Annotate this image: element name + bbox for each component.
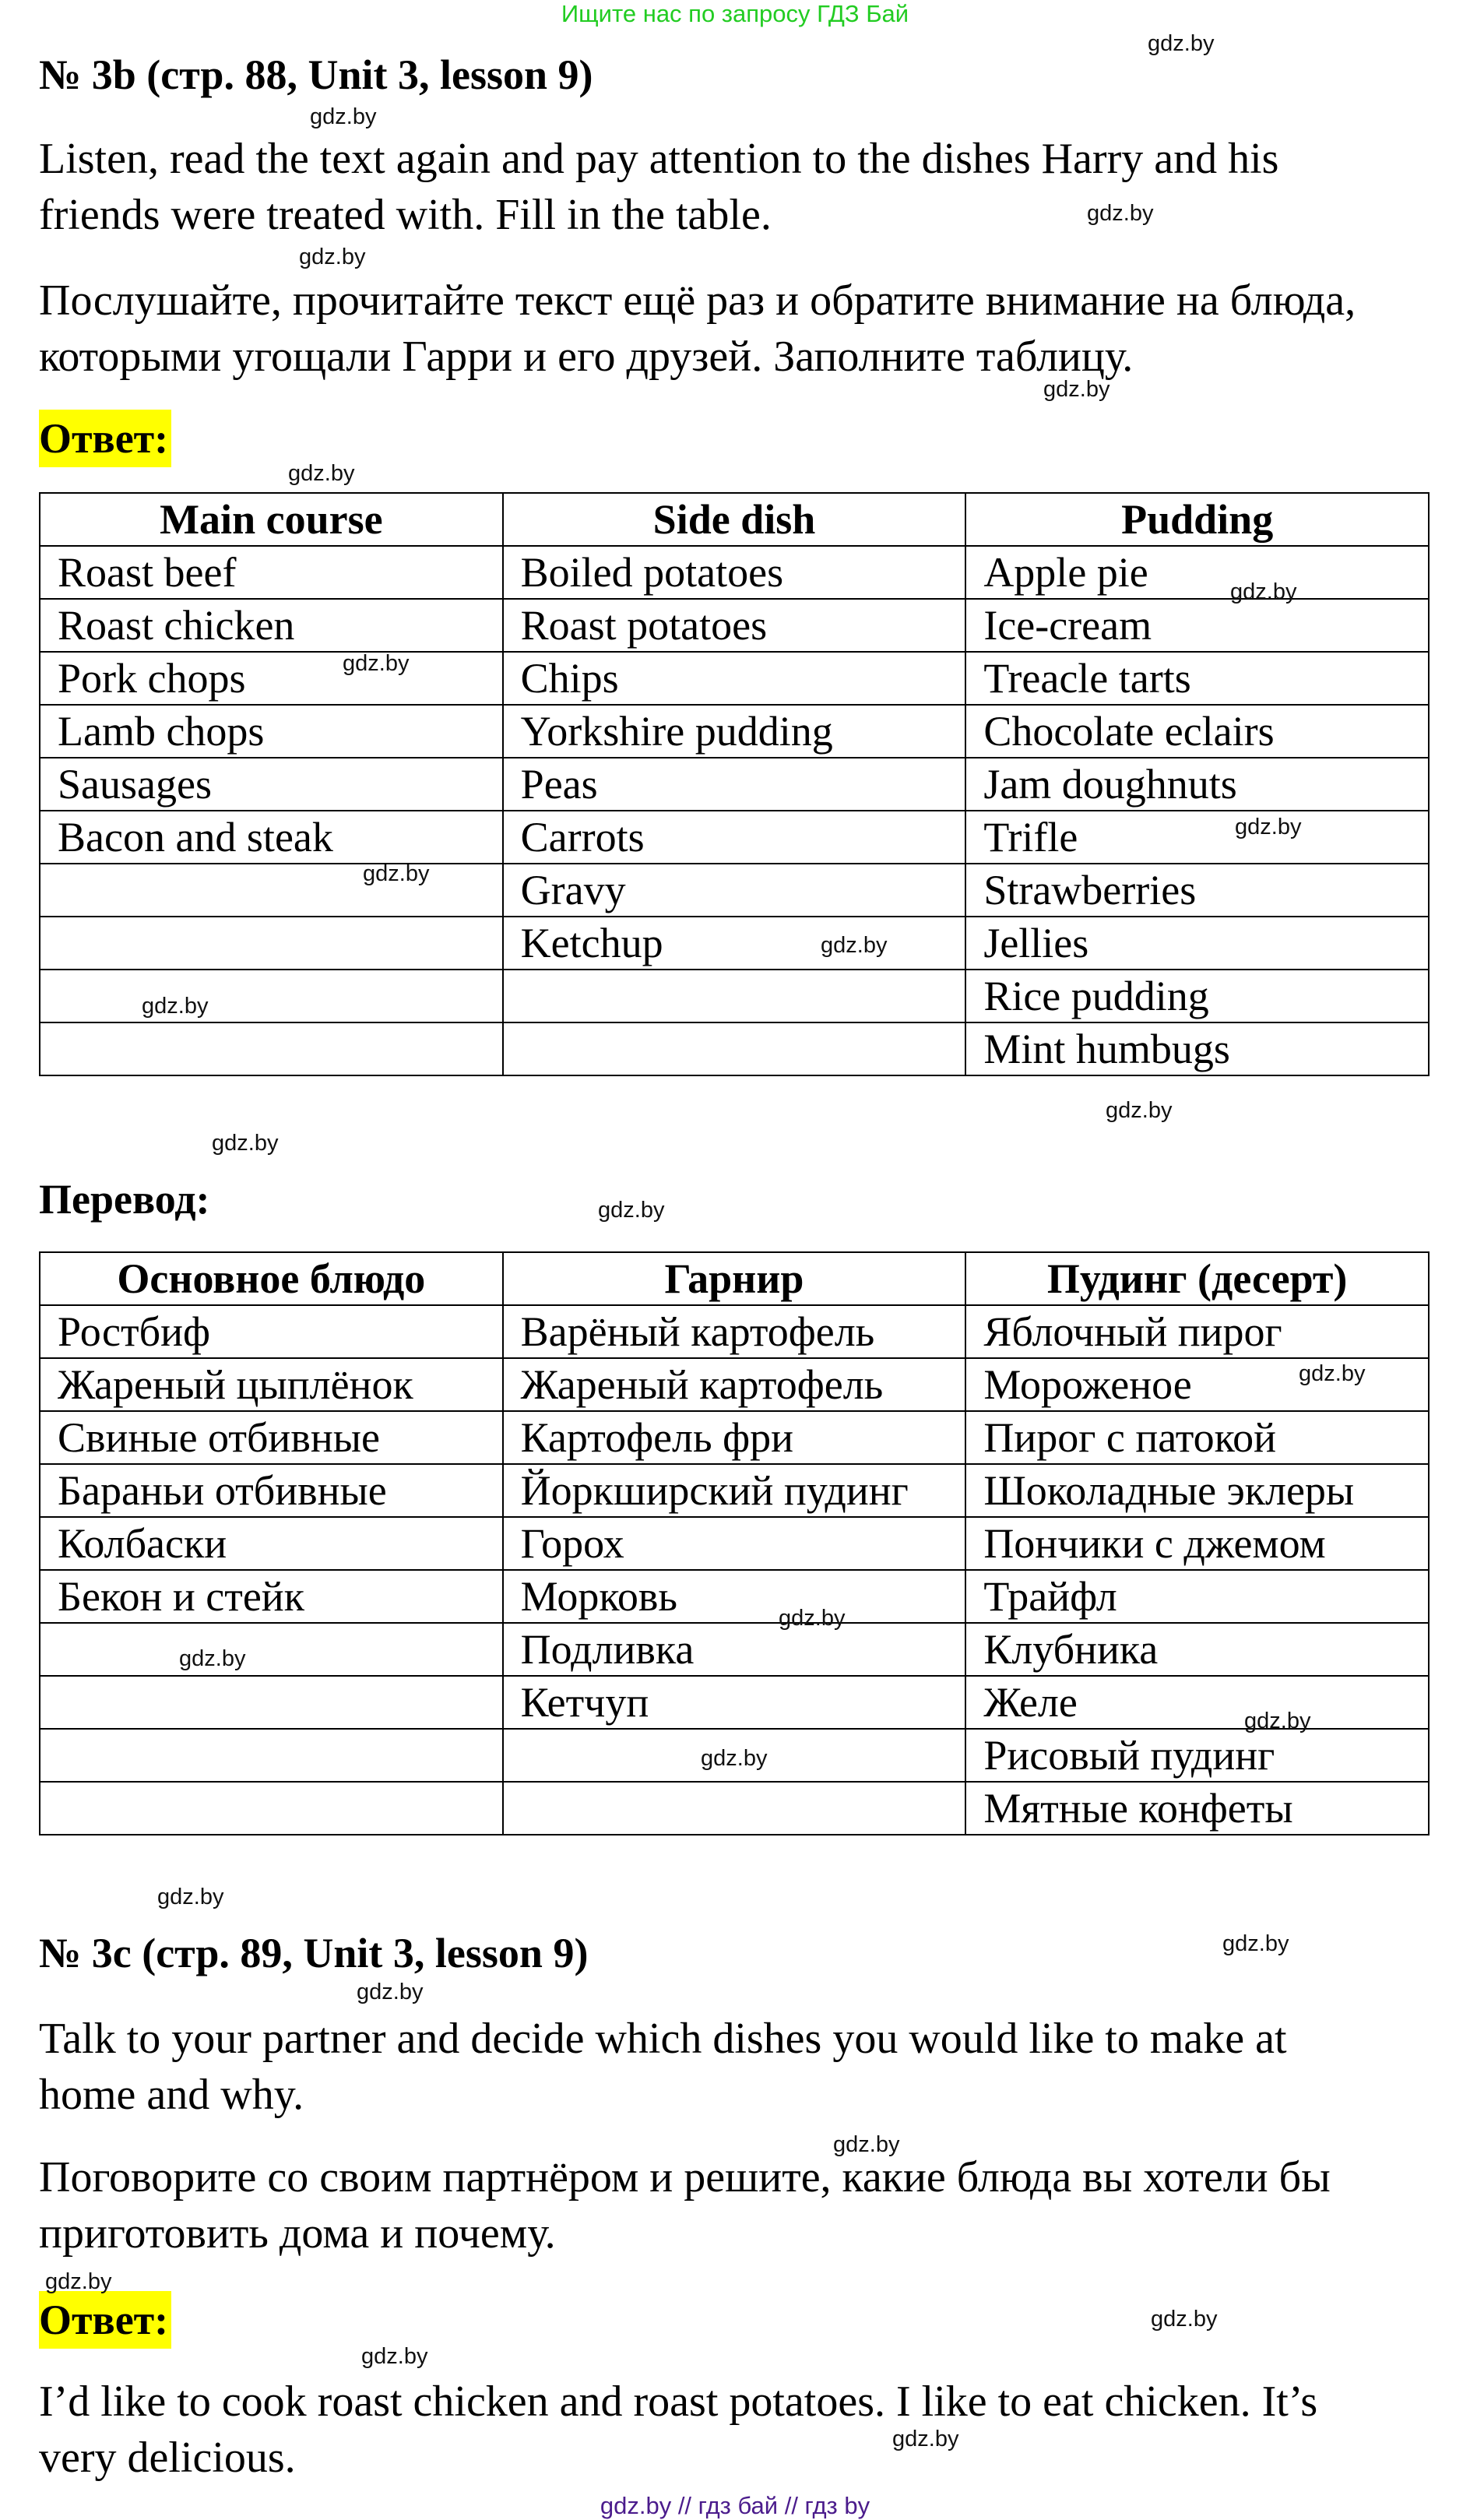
table-cell: Strawberries: [965, 864, 1429, 917]
table-row: [40, 1676, 1429, 1729]
table-row: [40, 652, 1429, 705]
table-row: [40, 917, 1429, 970]
table-row: [40, 705, 1429, 758]
watermark: gdz.by: [1235, 815, 1302, 839]
table-cell: Sausages: [40, 758, 503, 811]
table-cell: [40, 1782, 503, 1835]
table-cell: Ketchup: [503, 917, 966, 970]
answer-text-3c: [39, 2374, 1440, 2486]
table-row: [40, 1623, 1429, 1676]
watermark: gdz.by: [1244, 1709, 1311, 1733]
table-cell: Chips: [503, 652, 966, 705]
table-cell: Trifle: [965, 811, 1429, 864]
table-cell: [40, 917, 503, 970]
table-row: [40, 1411, 1429, 1464]
watermark: gdz.by: [1222, 1931, 1289, 1956]
table-cell: Gravy: [503, 864, 966, 917]
table-cell: Rice pudding: [965, 970, 1429, 1022]
table-cell: [503, 970, 966, 1022]
table-cell: Бекон и стейк: [40, 1570, 503, 1623]
watermark: gdz.by: [833, 2132, 900, 2157]
table-row: [40, 546, 1429, 599]
text-line: very delicious.: [39, 2434, 296, 2482]
text-line: Talk to your partner and decide which dishes you would like to make at: [39, 2015, 1287, 2063]
watermark: gdz.by: [142, 994, 209, 1019]
table-cell: Варёный картофель: [503, 1305, 966, 1358]
watermark: gdz.by: [1106, 1098, 1173, 1123]
table-cell: Рисовый пудинг: [965, 1729, 1429, 1782]
table-cell: Картофель фри: [503, 1411, 966, 1464]
table-cell: Roast potatoes: [503, 599, 966, 652]
table-cell: Roast beef: [40, 546, 503, 599]
table-cell: Колбаски: [40, 1517, 503, 1570]
table-cell: Жареный цыплёнок: [40, 1358, 503, 1411]
column-header: Main course: [40, 493, 503, 546]
text-line: Послушайте, прочитайте текст ещё раз и обратите внимание на блюда,: [39, 276, 1356, 325]
watermark: gdz.by: [299, 245, 366, 269]
task-en-3b: [39, 131, 1440, 243]
table-cell: Apple pie: [965, 546, 1429, 599]
watermark: gdz.by: [1230, 579, 1297, 604]
table-cell: Подливка: [503, 1623, 966, 1676]
text-line: home and why.: [39, 2071, 304, 2119]
table-row: [40, 1305, 1429, 1358]
table-cell: [40, 1729, 503, 1782]
table-cell: Ростбиф: [40, 1305, 503, 1358]
table-cell: Ice-cream: [965, 599, 1429, 652]
table-cell: Жареный картофель: [503, 1358, 966, 1411]
table-row: [40, 1570, 1429, 1623]
table-cell: Boiled potatoes: [503, 546, 966, 599]
footer-links[interactable]: gdz.by // гдз бай // гдз by: [600, 2492, 870, 2519]
table-cell: Клубника: [965, 1623, 1429, 1676]
watermark: gdz.by: [310, 104, 377, 129]
table-cell: Jellies: [965, 917, 1429, 970]
exercise-3b-title: № 3b (стр. 88, Unit 3, lesson 9): [39, 51, 593, 98]
table-cell: Roast chicken: [40, 599, 503, 652]
watermark: gdz.by: [892, 2427, 959, 2451]
watermark: gdz.by: [45, 2269, 112, 2294]
watermark: gdz.by: [779, 1606, 846, 1631]
table-cell: Пончики с джемом: [965, 1517, 1429, 1570]
table-cell: [40, 1022, 503, 1075]
table-cell: Трайфл: [965, 1570, 1429, 1623]
table-cell: Йоркширский пудинг: [503, 1464, 966, 1517]
table-cell: Кетчуп: [503, 1676, 966, 1729]
watermark: gdz.by: [212, 1131, 279, 1156]
table-cell: Свиные отбивные: [40, 1411, 503, 1464]
table-cell: [503, 1782, 966, 1835]
watermark: gdz.by: [1043, 377, 1110, 402]
table-row: [40, 599, 1429, 652]
text-line: приготовить дома и почему.: [39, 2209, 556, 2258]
watermark: gdz.by: [821, 933, 888, 958]
task-ru-3c: [39, 2149, 1440, 2261]
task-en-3c: [39, 2011, 1440, 2123]
table-cell: [40, 1676, 503, 1729]
table-cell: Treacle tarts: [965, 652, 1429, 705]
table-cell: Мороженое: [965, 1358, 1429, 1411]
watermark: gdz.by: [343, 651, 410, 676]
table-cell: Jam doughnuts: [965, 758, 1429, 811]
table-cell: Lamb chops: [40, 705, 503, 758]
watermark: gdz.by: [357, 1980, 424, 2004]
table-cell: Шоколадные эклеры: [965, 1464, 1429, 1517]
column-header: Основное блюдо: [40, 1252, 503, 1305]
column-header: Side dish: [503, 493, 966, 546]
table-cell: Бараньи отбивные: [40, 1464, 503, 1517]
table-row: [40, 1358, 1429, 1411]
watermark: gdz.by: [179, 1646, 246, 1671]
table-row: [40, 1464, 1429, 1517]
table-cell: Bacon and steak: [40, 811, 503, 864]
table-cell: [40, 1623, 503, 1676]
column-header: Гарнир: [503, 1252, 966, 1305]
column-header: Пудинг (десерт): [965, 1252, 1429, 1305]
table-cell: [40, 970, 503, 1022]
text-line: Listen, read the text again and pay attention to the dishes Harry and his: [39, 135, 1279, 183]
table-cell: Мятные конфеты: [965, 1782, 1429, 1835]
text-line: Поговорите со своим партнёром и решите, какие блюда вы хотели бы: [39, 2153, 1331, 2201]
translation-label: Перевод:: [39, 1176, 210, 1223]
watermark: gdz.by: [701, 1746, 768, 1771]
exercise-3c-title: № 3c (стр. 89, Unit 3, lesson 9): [39, 1930, 589, 1976]
dishes-table-en: [39, 492, 1430, 1076]
watermark: gdz.by: [598, 1198, 665, 1223]
table-header-row: [40, 493, 1429, 546]
table-row: [40, 970, 1429, 1022]
watermark: gdz.by: [1299, 1361, 1366, 1386]
table-cell: Chocolate eclairs: [965, 705, 1429, 758]
answer-label-3c: Ответ:: [39, 2291, 171, 2349]
table-row: [40, 1517, 1429, 1570]
table-row: [40, 758, 1429, 811]
text-line: которыми угощали Гарри и его друзей. Заполните таблицу.: [39, 333, 1134, 381]
table-cell: Mint humbugs: [965, 1022, 1429, 1075]
table-cell: Горох: [503, 1517, 966, 1570]
watermark: gdz.by: [1151, 2307, 1218, 2332]
table-header-row: [40, 1252, 1429, 1305]
table-cell: Pork chops: [40, 652, 503, 705]
watermark: gdz.by: [363, 861, 430, 886]
watermark: gdz.by: [361, 2344, 428, 2369]
answer-label: Ответ:: [39, 410, 171, 467]
table-cell: [40, 864, 503, 917]
table-cell: Carrots: [503, 811, 966, 864]
watermark: gdz.by: [1148, 31, 1215, 56]
text-line: I’d like to cook roast chicken and roast potatoes. I like to eat chicken. It’s: [39, 2377, 1318, 2426]
column-header: Pudding: [965, 493, 1429, 546]
watermark: gdz.by: [288, 461, 355, 486]
table-cell: Желе: [965, 1676, 1429, 1729]
table-row: [40, 864, 1429, 917]
table-row: [40, 811, 1429, 864]
watermark: gdz.by: [1087, 201, 1154, 226]
watermark: gdz.by: [157, 1885, 224, 1909]
text-line: friends were treated with. Fill in the table.: [39, 191, 772, 239]
table-row: [40, 1022, 1429, 1075]
task-ru-3b: [39, 273, 1440, 385]
table-cell: [503, 1022, 966, 1075]
table-cell: Яблочный пирог: [965, 1305, 1429, 1358]
table-cell: Yorkshire pudding: [503, 705, 966, 758]
table-cell: Peas: [503, 758, 966, 811]
search-banner: Ищите нас по запросу ГДЗ Бай: [561, 0, 909, 27]
table-cell: Пирог с патокой: [965, 1411, 1429, 1464]
table-cell: Морковь: [503, 1570, 966, 1623]
table-row: [40, 1782, 1429, 1835]
